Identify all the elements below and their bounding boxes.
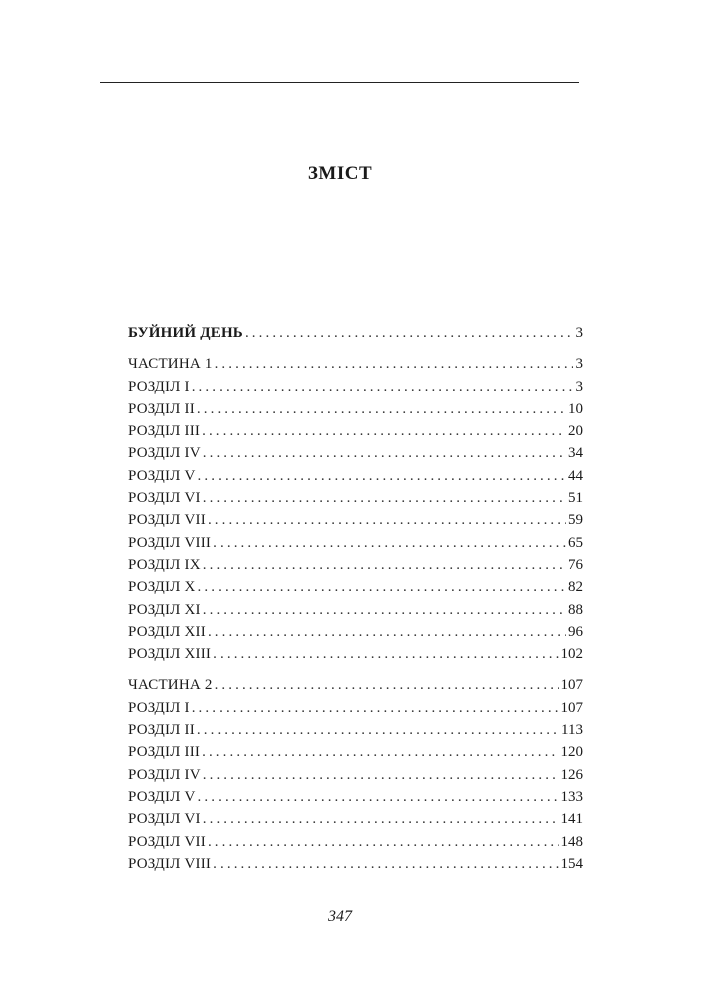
toc-entry-label: РОЗДІЛ XIII: [128, 646, 212, 663]
toc-entry-label: ЧАСТИНА 2: [128, 677, 213, 694]
toc-dot-leader: [198, 786, 559, 808]
toc-entry-chapter[interactable]: [128, 554, 583, 576]
toc-entry-label: РОЗДІЛ II: [128, 400, 195, 417]
toc-entry-label: РОЗДІЛ IV: [128, 445, 201, 462]
toc-entry-label: РОЗДІЛ I: [128, 699, 190, 716]
toc-dot-leader: [203, 808, 559, 830]
toc-entry-label: РОЗДІЛ X: [128, 579, 196, 596]
toc-entry-chapter[interactable]: [128, 697, 583, 719]
toc-entry-chapter[interactable]: [128, 853, 583, 875]
toc-entry-page: 96: [568, 623, 583, 640]
toc-entry-label: РОЗДІЛ V: [128, 788, 196, 805]
toc-entry-chapter[interactable]: [128, 808, 583, 830]
table-of-contents: [128, 322, 583, 875]
page-title: ЗМІСТ: [307, 162, 373, 184]
toc-entry-label: РОЗДІЛ VI: [128, 490, 201, 507]
toc-dot-leader: [208, 509, 566, 531]
toc-entry-label: РОЗДІЛ VII: [128, 512, 206, 529]
toc-entry-label: РОЗДІЛ IV: [128, 766, 201, 783]
toc-entry-page: 20: [568, 423, 583, 440]
toc-entry-chapter[interactable]: [128, 643, 583, 665]
toc-entry-page: 65: [568, 534, 583, 551]
toc-entry-label: РОЗДІЛ XII: [128, 623, 206, 640]
toc-entry-page: 3: [575, 325, 583, 341]
toc-entry-chapter[interactable]: [128, 442, 583, 464]
toc-entry-page: 107: [560, 677, 583, 694]
toc-entry-page: 107: [560, 699, 583, 716]
toc-entry-label: РОЗДІЛ VIII: [128, 855, 212, 872]
toc-dot-leader: [197, 398, 566, 420]
toc-dot-leader: [203, 599, 566, 621]
toc-dot-leader: [192, 697, 559, 719]
toc-entry-label: РОЗДІЛ III: [128, 744, 201, 761]
toc-dot-leader: [245, 322, 573, 344]
toc-entry-part-1[interactable]: [128, 353, 583, 375]
toc-entry-chapter[interactable]: [128, 576, 583, 598]
toc-dot-leader: [203, 487, 566, 509]
toc-dot-leader: [198, 465, 566, 487]
toc-entry-book[interactable]: [128, 322, 583, 344]
toc-entry-chapter[interactable]: [128, 398, 583, 420]
toc-entry-label: РОЗДІЛ XI: [128, 601, 201, 618]
toc-entry-page: 141: [560, 811, 583, 828]
toc-entry-page: 133: [560, 788, 583, 805]
toc-entry-label: РОЗДІЛ VI: [128, 811, 201, 828]
toc-dot-leader: [203, 764, 559, 786]
toc-entry-page: 82: [568, 579, 583, 596]
toc-dot-leader: [208, 831, 559, 853]
toc-entry-page: 10: [568, 400, 583, 417]
toc-entry-page: 113: [561, 722, 583, 739]
toc-entry-label: БУЙНИЙ ДЕНЬ: [128, 325, 243, 341]
toc-dot-leader: [215, 674, 559, 696]
toc-entry-page: 59: [568, 512, 583, 529]
toc-dot-leader: [198, 576, 566, 598]
toc-dot-leader: [192, 376, 573, 398]
toc-entry-page: 148: [560, 833, 583, 850]
toc-entry-page: 44: [568, 467, 583, 484]
toc-entry-page: 76: [568, 556, 583, 573]
page-number: 347: [328, 908, 352, 925]
toc-entry-chapter[interactable]: [128, 764, 583, 786]
toc-entry-label: РОЗДІЛ IX: [128, 556, 201, 573]
toc-entry-chapter[interactable]: [128, 532, 583, 554]
toc-entry-chapter[interactable]: [128, 599, 583, 621]
toc-entry-label: РОЗДІЛ VII: [128, 833, 206, 850]
toc-entry-chapter[interactable]: [128, 786, 583, 808]
toc-entry-chapter[interactable]: [128, 621, 583, 643]
toc-entry-page: 34: [568, 445, 583, 462]
toc-entry-page: 3: [575, 356, 583, 373]
toc-dot-leader: [213, 532, 566, 554]
toc-entry-chapter[interactable]: [128, 465, 583, 487]
toc-dot-leader: [197, 719, 559, 741]
toc-entry-chapter[interactable]: [128, 831, 583, 853]
toc-entry-label: РОЗДІЛ III: [128, 423, 201, 440]
toc-dot-leader: [215, 353, 573, 375]
toc-entry-chapter[interactable]: [128, 741, 583, 763]
toc-entry-page: 154: [560, 855, 583, 872]
toc-entry-label: РОЗДІЛ I: [128, 378, 190, 395]
toc-entry-page: 88: [568, 601, 583, 618]
toc-entry-chapter[interactable]: [128, 487, 583, 509]
toc-entry-page: 51: [568, 490, 583, 507]
toc-entry-chapter[interactable]: [128, 420, 583, 442]
toc-entry-page: 120: [560, 744, 583, 761]
toc-dot-leader: [202, 741, 558, 763]
toc-entry-page: 102: [560, 646, 583, 663]
toc-dot-leader: [213, 643, 558, 665]
toc-entry-label: РОЗДІЛ VIII: [128, 534, 212, 551]
toc-dot-leader: [203, 554, 566, 576]
toc-dot-leader: [203, 442, 566, 464]
toc-dot-leader: [213, 853, 558, 875]
toc-entry-page: 3: [575, 378, 583, 395]
toc-entry-label: РОЗДІЛ V: [128, 467, 196, 484]
toc-entry-page: 126: [560, 766, 583, 783]
top-rule: [100, 82, 579, 83]
toc-dot-leader: [202, 420, 566, 442]
toc-entry-chapter[interactable]: [128, 719, 583, 741]
toc-entry-chapter[interactable]: [128, 376, 583, 398]
toc-entry-label: ЧАСТИНА 1: [128, 356, 213, 373]
toc-dot-leader: [208, 621, 566, 643]
toc-entry-label: РОЗДІЛ II: [128, 722, 195, 739]
toc-entry-part-2[interactable]: [128, 674, 583, 696]
toc-entry-chapter[interactable]: [128, 509, 583, 531]
